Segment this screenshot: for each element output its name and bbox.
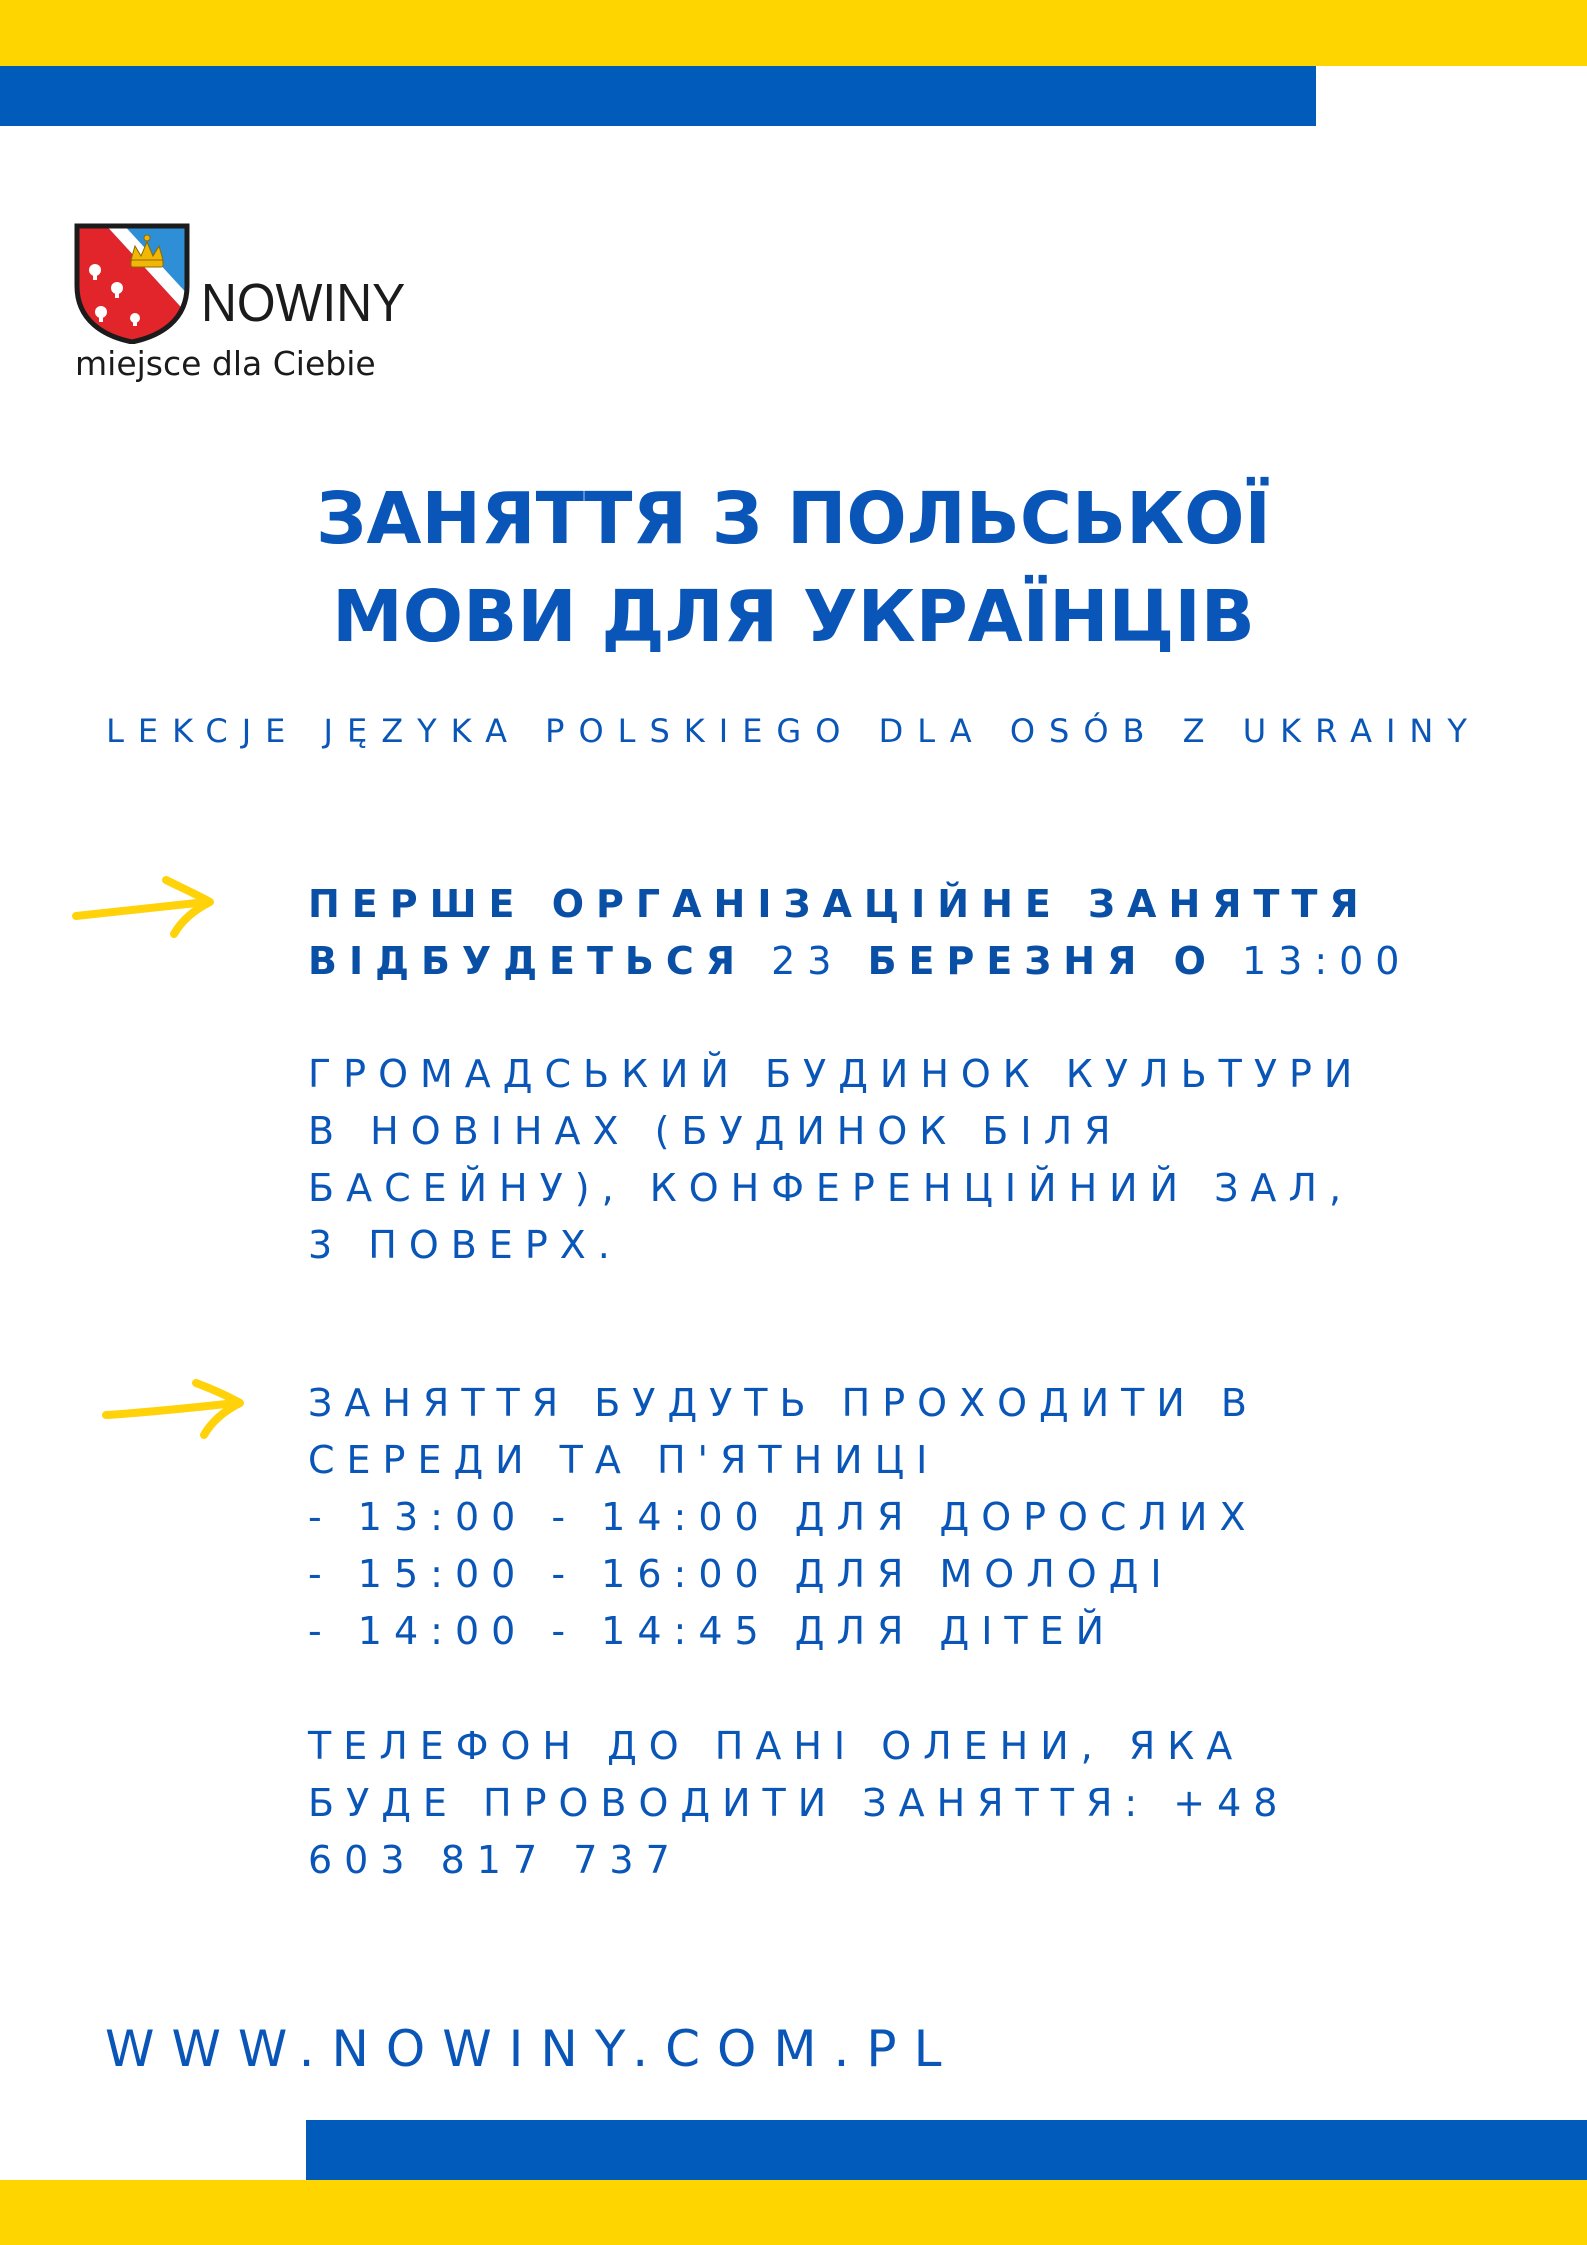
arrow-right-icon: [100, 1375, 250, 1445]
contact-phone: 603 817 737: [308, 1838, 682, 1882]
location-line-3: БАСЕЙНУ), КОНФЕРЕНЦІЙНИЙ ЗАЛ,: [308, 1166, 1354, 1210]
location-line-1: ГРОМАДСЬКИЙ БУДИНОК КУЛЬТУРИ: [308, 1052, 1365, 1096]
schedule-info: [308, 1375, 1259, 1660]
schedule-row: [308, 1603, 1259, 1660]
website-link[interactable]: WWW.NOWINY.COM.PL: [105, 2020, 959, 2078]
first-lesson-verb: ВІДБУДЕТЬСЯ: [308, 939, 748, 983]
title-line-2: МОВИ ДЛЯ УКРАЇНЦІВ: [332, 575, 1255, 658]
coat-of-arms-icon: [73, 222, 191, 344]
page-title: [0, 470, 1587, 666]
schedule-time: - 13:00 - 14:00: [308, 1495, 795, 1539]
contact-line-1: ТЕЛЕФОН ДО ПАНІ ОЛЕНИ, ЯКА: [308, 1724, 1245, 1768]
logo-name: NOWINY: [201, 273, 406, 333]
title-line-1: ЗАНЯТТЯ З ПОЛЬСЬКОЇ: [316, 477, 1271, 560]
first-lesson-day: 23: [747, 939, 868, 983]
location-line-4: 3 ПОВЕРХ.: [308, 1223, 622, 1267]
location-line-2: В НОВІНАХ (БУДИНОК БІЛЯ: [308, 1109, 1123, 1153]
location-info: [308, 1046, 1364, 1274]
nowiny-logo: [73, 222, 433, 392]
first-lesson-month: БЕРЕЗНЯ О: [867, 939, 1218, 983]
arrow-right-icon: [70, 872, 220, 942]
bottom-yellow-band: [0, 2180, 1587, 2245]
first-lesson-line-2: [308, 933, 1411, 990]
schedule-group: ДЛЯ МОЛОДІ: [794, 1552, 1174, 1596]
logo-tagline: miejsce dla Ciebie: [75, 344, 376, 383]
contact-info: [308, 1718, 1289, 1889]
contact-line-2: БУДЕ ПРОВОДИТИ ЗАНЯТТЯ: +48: [308, 1781, 1290, 1825]
schedule-group: ДЛЯ ДОРОСЛИХ: [794, 1495, 1258, 1539]
schedule-line-2: СЕРЕДИ ТА П'ЯТНИЦІ: [308, 1438, 940, 1482]
schedule-time: - 15:00 - 16:00: [308, 1552, 795, 1596]
subtitle: LEKCJE JĘZYKA POLSKIEGO DLA OSÓB Z UKRAINY: [106, 712, 1481, 750]
top-blue-band: [0, 66, 1316, 126]
bottom-blue-band: [306, 2120, 1587, 2180]
schedule-time: - 14:00 - 14:45: [308, 1609, 795, 1653]
schedule-line-1: ЗАНЯТТЯ БУДУТЬ ПРОХОДИТИ В: [308, 1381, 1259, 1425]
first-lesson-line-1: ПЕРШЕ ОРГАНІЗАЦІЙНЕ ЗАНЯТТЯ: [308, 882, 1371, 926]
schedule-row: [308, 1546, 1259, 1603]
top-yellow-band: [0, 0, 1587, 66]
first-lesson-time: 13:00: [1217, 939, 1412, 983]
schedule-row: [308, 1489, 1259, 1546]
schedule-group: ДЛЯ ДІТЕЙ: [794, 1609, 1117, 1653]
first-lesson-info: [308, 876, 1411, 990]
